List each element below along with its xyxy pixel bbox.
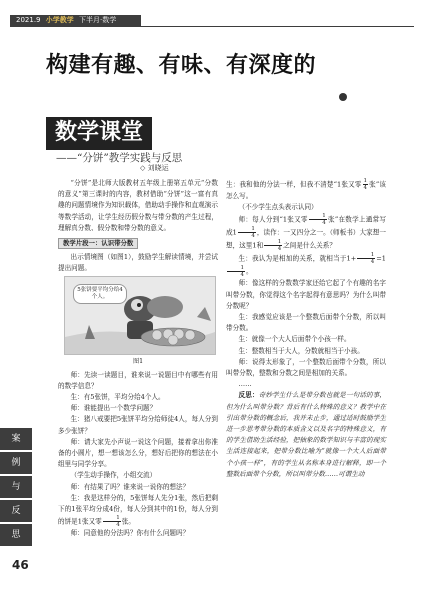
dialogue-text: 生：我是这样分的，5张饼每人先分1张，然后把剩下的1张平均分成4份，每人分到其中的1份，每人分到的饼是1张又零 — [58, 493, 218, 526]
dialogue-line: 生：有5张饼，平均分给4个人。 — [70, 393, 165, 402]
dialogue-text: 之间是什么关系？ — [283, 241, 336, 250]
intro-paragraph: “分饼”是北师大版教材五年级上册第五单元“分数的意义”第三课时的内容，教材借助“分饼”这一富有真趣的问题情境作为知识载体，借助动手操作和直观演示等数学活动，让学生经历假分数与带分数的产生过程，理解真分数、假分数和带分数的意义。 — [58, 179, 218, 232]
dialogue-line: 师：有结果了吗？谁来说一说你的想法？ — [70, 482, 190, 491]
dialogue-line: 生：我感觉应该是一个整数后面带个分数，所以叫带分数。 — [226, 313, 386, 333]
fraction — [357, 252, 375, 265]
dialogue-text-tail: 张。 — [121, 517, 135, 526]
fraction-numerator: 1 — [238, 226, 256, 233]
fraction-numerator: 1 — [309, 213, 327, 220]
dialogue-line: 生：猪八戒要把5张饼平均分给师徒4人，每人分到多少张饼？ — [58, 415, 218, 435]
issue-date: 2021.9 — [16, 16, 41, 24]
dialogue-line: 生：就像一个大人后面带个小孩一样。 — [238, 335, 351, 344]
dialogue-text: 张”该怎么写。 — [226, 180, 386, 200]
dialogue-line — [226, 213, 386, 252]
fraction-denominator: 4 — [363, 185, 368, 191]
reflection-paragraph — [226, 390, 386, 480]
dialogue-line: 生：整数相当于大人，分数就相当于小孩。 — [238, 346, 364, 355]
fraction — [264, 239, 282, 252]
fraction-denominator: 4 — [322, 220, 326, 227]
dialogue-line: 师：先读一读题目，谁来说一说题目中有哪些有用的数学信息？ — [58, 370, 218, 390]
dialogue-text: 张”在数学上通常写成1 — [226, 215, 386, 237]
dialogue-line: 师：谁能提出一个数学问题？ — [70, 404, 157, 413]
paragraph: 出示情境图（如图1），鼓励学生解读情境，并尝试提出问题。 — [58, 253, 218, 273]
figure-1-illustration — [64, 276, 216, 355]
fraction — [227, 265, 245, 278]
fraction — [363, 178, 369, 191]
page-number: 46 — [12, 558, 29, 572]
figure-caption: 图1 — [132, 358, 144, 366]
magazine-brand: 小学教学 — [45, 16, 74, 24]
dialogue-line: 师：说得太形象了，一个整数后面带个分数，所以叫带分数，整数和分数之间是相加的关系。 — [226, 357, 386, 378]
sidebar-tab: 与 — [0, 476, 32, 498]
reflection-text: 奇妙学生什么是带分数也就是一句话的事，但为什么叫带分数？背后有什么特殊的意义？教学中在引出带分数的概念后，我并未止步，通过适时鼓励学生进一步思考带分数的本质含义以及名字的特殊意义，有的学生借助生活经验，把抽象的数学知识与丰富的现实生活连接起来，把带分数比喻为“就像一个大人后面带个小孩一样”，有的学生从名称本身进行解释，即一个整数后面带个分数，所以叫带分数……可谓生动 — [226, 391, 386, 478]
edition-label: 下半月·数学 — [78, 16, 117, 24]
dialogue-line: 师：同意他的分法吗？你有什么问题吗？ — [70, 529, 190, 538]
left-column — [58, 178, 218, 539]
dialogue-text: =1 — [376, 254, 386, 263]
fraction-denominator: 4 — [370, 259, 375, 266]
dialogue-line: 师：请大家先小声说一说这个问题，接着拿出你准备的小圆片，想一想该怎么分，想好后把你的想法在小组里与同学分享。 — [58, 437, 218, 469]
sidebar-tab: 例 — [0, 452, 32, 474]
fraction-denominator: 4 — [251, 233, 255, 240]
fraction — [238, 226, 256, 239]
author-byline: ◇ 刘晓运 — [140, 164, 169, 172]
sidebar-tab: 案 — [0, 428, 32, 450]
dialogue-line: （学生动手操作，小组交流） — [70, 471, 157, 480]
dialogue-line — [226, 252, 386, 278]
dialogue-line — [58, 493, 218, 528]
dialogue-line — [226, 178, 386, 202]
dialogue-text: 师：每人分到“1张又零 — [238, 215, 308, 224]
dialogue-text: 。 — [246, 267, 253, 276]
dialogue-text: 生：我和他的分法一样，但我不清楚“1张又零 — [226, 180, 362, 189]
fraction — [309, 213, 327, 226]
sidebar-tab: 反 — [0, 500, 32, 522]
header-bar — [10, 15, 141, 26]
fraction-denominator: 4 — [116, 522, 120, 529]
header-divider — [10, 26, 414, 27]
sidebar-tab: 思 — [0, 524, 32, 546]
fraction-denominator: 4 — [240, 272, 245, 279]
fraction-numerator: 1 — [357, 252, 375, 259]
fraction-numerator: 1 — [363, 178, 368, 184]
section-heading: 教学片段一：认识带分数 — [58, 238, 138, 249]
fraction — [103, 515, 121, 528]
fraction-denominator: 4 — [277, 246, 282, 253]
right-column — [226, 178, 386, 480]
title-highlight-box: 数学课堂 — [46, 117, 152, 150]
ellipsis: …… — [238, 380, 252, 389]
dialogue-text: ，读作：一又四分之一。（师板书）大家想一想，这里1和 — [226, 228, 386, 250]
fraction-numerator: 1 — [227, 265, 245, 272]
article-subtitle: ——“分饼”教学实践与反思 — [56, 152, 183, 164]
article-title: 构建有趣、有味、有深度的 — [46, 53, 317, 78]
dialogue-line: 师：像这样的分数数学家还给它起了个有趣的名字叫带分数，你觉得这个名字起得有意思吗？为什么叫带分数呢？ — [226, 279, 386, 310]
fraction-numerator: 1 — [103, 515, 121, 522]
reflection-label: 反思： — [238, 391, 259, 400]
title-dot-ornament — [339, 93, 347, 101]
dialogue-line: （不少学生点头表示认同） — [238, 203, 318, 212]
fraction-numerator: 1 — [264, 239, 282, 246]
dialogue-text: 生：我认为是相加的关系，就相当于1+ — [238, 254, 357, 263]
speech-bubble: 5张饼要平均分给4个人。 — [73, 284, 127, 304]
